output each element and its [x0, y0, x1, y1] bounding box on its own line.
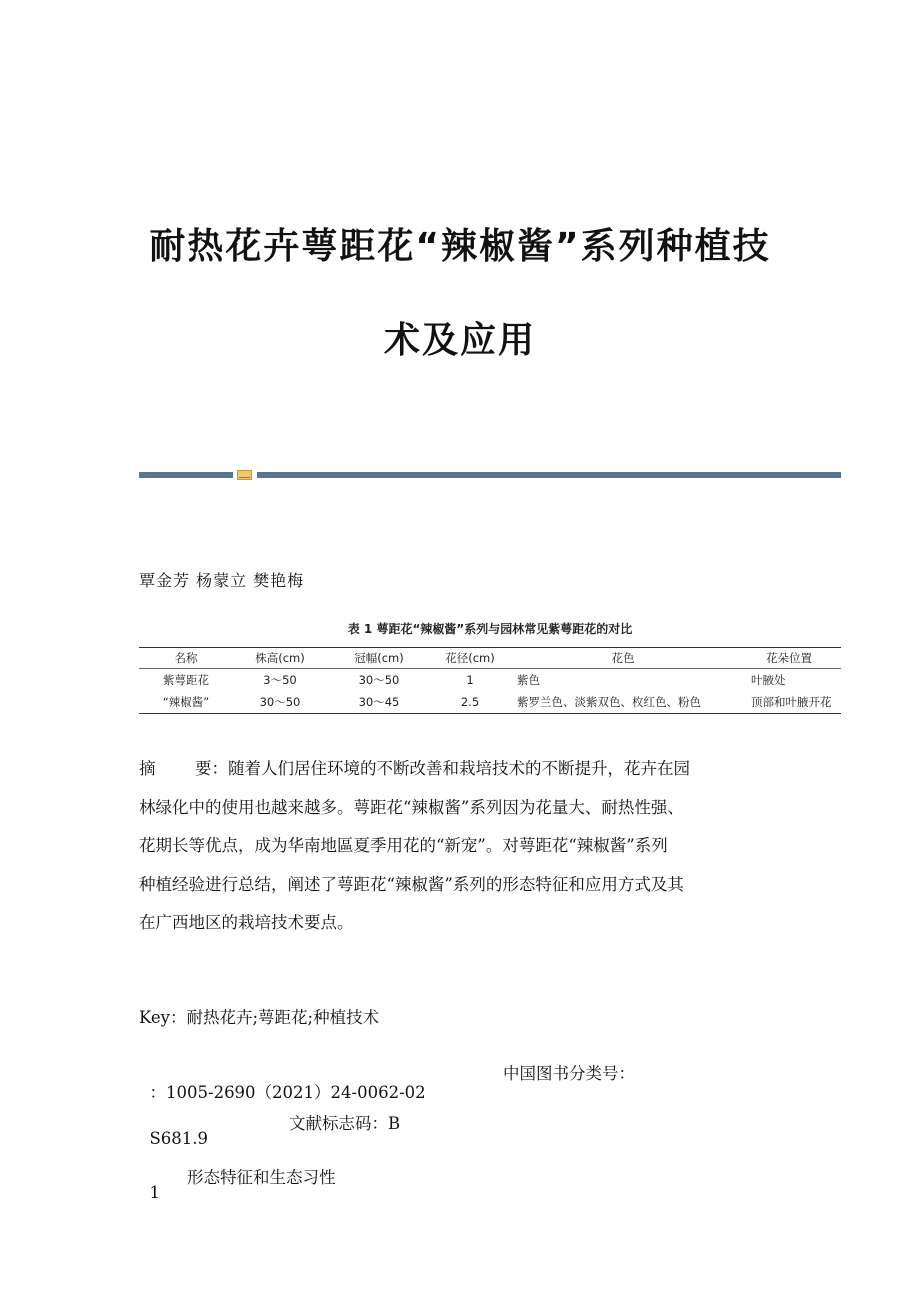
- table-header-cell: 花色: [509, 648, 737, 669]
- table-cell: 3～50: [263, 673, 297, 687]
- table-header-cell: 冠幅(cm): [327, 648, 431, 669]
- issn-number: ：1005-2690（2021）24-0062-02: [149, 1083, 426, 1102]
- table-cell: 30～50: [233, 691, 327, 714]
- classification-line: [139, 1110, 401, 1167]
- abstract-line: 种植经验进行总结，阐述了萼距花“辣椒酱”系列的形态特征和应用方式及其: [139, 874, 684, 894]
- table-cell: 30～50: [358, 673, 400, 687]
- table-row: [139, 691, 841, 714]
- envelope-icon: [237, 470, 252, 480]
- table-cell: 紫萼距花: [163, 673, 209, 687]
- table-cell: 顶部和叶腋开花: [737, 691, 841, 714]
- table-cell: 紫色: [517, 673, 540, 687]
- table-header-cell: 花朵位置: [737, 648, 841, 669]
- table-cell: 2.5: [431, 691, 509, 714]
- comparison-table-figure: [139, 620, 841, 714]
- table-cell: 叶腋处: [751, 673, 786, 687]
- divider-bar-right: [257, 472, 841, 478]
- abstract-label: 摘: [139, 759, 156, 778]
- table-header-cell: 株高(cm): [233, 648, 327, 669]
- paper-title-line-1: 耐热花卉萼距花“辣椒酱”系列种植技: [149, 226, 771, 267]
- abstract-line: 林绿化中的使用也越来越多。萼距花“辣椒酱”系列因为花量大、耐热性强、: [139, 797, 684, 817]
- keywords-line: Key：耐热花卉;萼距花;种植技术: [139, 1008, 380, 1027]
- table-header-row: [139, 648, 841, 669]
- abstract-text: 随着人们居住环境的不断改善和栽培技术的不断提升，花卉在园: [228, 759, 690, 778]
- clc-label: 中国图书分类号：: [503, 1064, 635, 1083]
- comparison-table: [139, 647, 841, 714]
- table-cell: “辣椒酱”: [139, 691, 233, 714]
- table-cell: 30～45: [327, 691, 431, 714]
- clc-value: S681.9: [149, 1129, 209, 1148]
- abstract-label-colon: 要：: [195, 759, 228, 778]
- table-header-cell: 名称: [139, 648, 233, 669]
- section-title: 形态特征和生态习性: [187, 1168, 336, 1187]
- abstract-line: [139, 750, 779, 789]
- divider-bar-left: [139, 472, 233, 478]
- document-code: 文献标志码：B: [289, 1114, 401, 1133]
- section-number: 1: [149, 1183, 160, 1202]
- table-cell: 1: [466, 673, 474, 687]
- table-header-cell: 花径(cm): [431, 648, 509, 669]
- paper-title-line-2: 术及应用: [383, 320, 536, 361]
- author-list: 覃金芳 杨蒙立 樊艳梅: [139, 571, 305, 590]
- section-heading: [139, 1164, 336, 1221]
- table-caption: 表 1 萼距花“辣椒酱”系列与园林常见紫萼距花的对比: [347, 622, 633, 636]
- abstract-line: 花期长等优点，成为华南地區夏季用花的“新宠”。对萼距花“辣椒酱”系列: [139, 836, 668, 855]
- abstract-block: [139, 750, 779, 943]
- table-cell: 紫罗兰色、淡紫双色、枚红色、粉色: [509, 691, 737, 714]
- title-divider: [139, 470, 841, 480]
- abstract-line: 在广西地区的栽培技术要点。: [139, 913, 354, 932]
- table-row: [139, 669, 841, 692]
